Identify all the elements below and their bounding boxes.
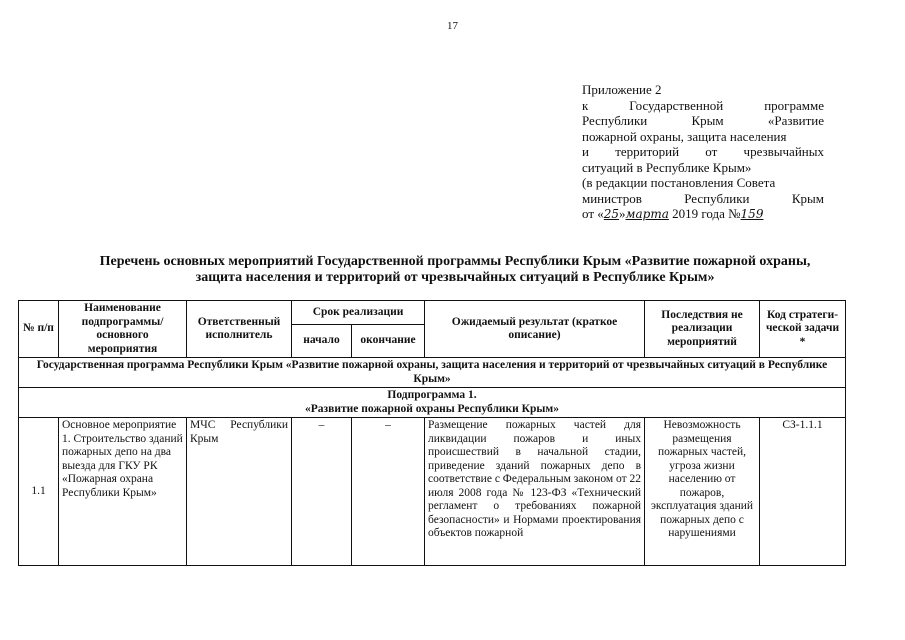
appendix-line: и территорий от чрезвычайных [582, 144, 824, 159]
cell-executor: МЧС Республики Крым [187, 418, 292, 566]
header-code: Код стратеги-ческой задачи * [760, 301, 846, 358]
header-start: начало [292, 325, 352, 358]
header-result: Ожидаемый результат (краткое описание) [425, 301, 645, 358]
header-num: № п/п [19, 301, 59, 358]
header-name: Наименование подпрограммы/ основного мероприятия [59, 301, 187, 358]
subprogram-row [19, 388, 846, 418]
subprogram-title: Подпрограмма 1. «Развитие пожарной охраны Республики Крым» [19, 388, 846, 418]
appendix-line: к Государственной программе [582, 97, 824, 113]
title-line: защита населения и территорий от чрезвычайных ситуаций в Республике Крым» [195, 270, 715, 285]
appendix-line: Республики Крым «Развитие [582, 113, 824, 128]
page-number: 17 [447, 20, 458, 32]
appendix-line: (в редакции постановления Совета [582, 175, 776, 190]
cell-start: – [292, 418, 352, 566]
cell-result: Размещение пожарных частей для ликвидации пожаров и иных происшествий в начальной стадии, приведение зданий пожарных депо в соответствие с Федеральным законом от 22 июля 2008 года № 123-ФЗ «Технический регламент о требованиях пожарной безопасности» и Нормами проектирования объектов пожарной [425, 418, 645, 566]
title-line: Перечень основных мероприятий Государственной программы Республики Крым «Развитие пожарной охраны, [99, 254, 811, 269]
cell-name: Основное мероприятие 1. Строительство зданий пожарных депо на два выезда для ГКУ РК «Пожарная охрана Республики Крым» [59, 418, 187, 566]
appendix-line: ситуаций в Республике Крым» [582, 159, 752, 175]
header-end: окончание [352, 325, 425, 358]
program-row [19, 358, 846, 388]
cell-end: – [352, 418, 425, 566]
header-consequences: Последствия не реализации мероприятий [645, 301, 760, 358]
program-title: Государственная программа Республики Крым «Развитие пожарной охраны, защита населения и территорий от чрезвычайных ситуаций в Республике Крым» [19, 358, 846, 388]
header-executor: Ответственный исполнитель [187, 301, 292, 358]
document-title [40, 254, 870, 286]
table-row [19, 418, 846, 566]
appendix-line: Приложение 2 [582, 82, 662, 97]
appendix-block [582, 82, 824, 223]
cell-num: 1.1 [19, 418, 59, 566]
handwritten-number: 159 [740, 207, 764, 221]
cell-code: СЗ-1.1.1 [760, 418, 846, 566]
appendix-line: пожарной охраны, защита населения [582, 128, 787, 144]
appendix-line: министров Республики Крым [582, 190, 824, 206]
measures-table [18, 300, 846, 566]
handwritten-month: марта [625, 207, 669, 221]
header-period: Срок реализации [292, 301, 425, 325]
header-row [19, 301, 846, 325]
cell-consequences: Невозможность размещения пожарных частей, угроза жизни населению от пожаров, эксплуатация зданий пожарных депо с нарушениями [645, 418, 760, 566]
appendix-date-line: от «25»марта 2019 года №159 [582, 206, 764, 221]
handwritten-day: 25 [603, 207, 620, 221]
